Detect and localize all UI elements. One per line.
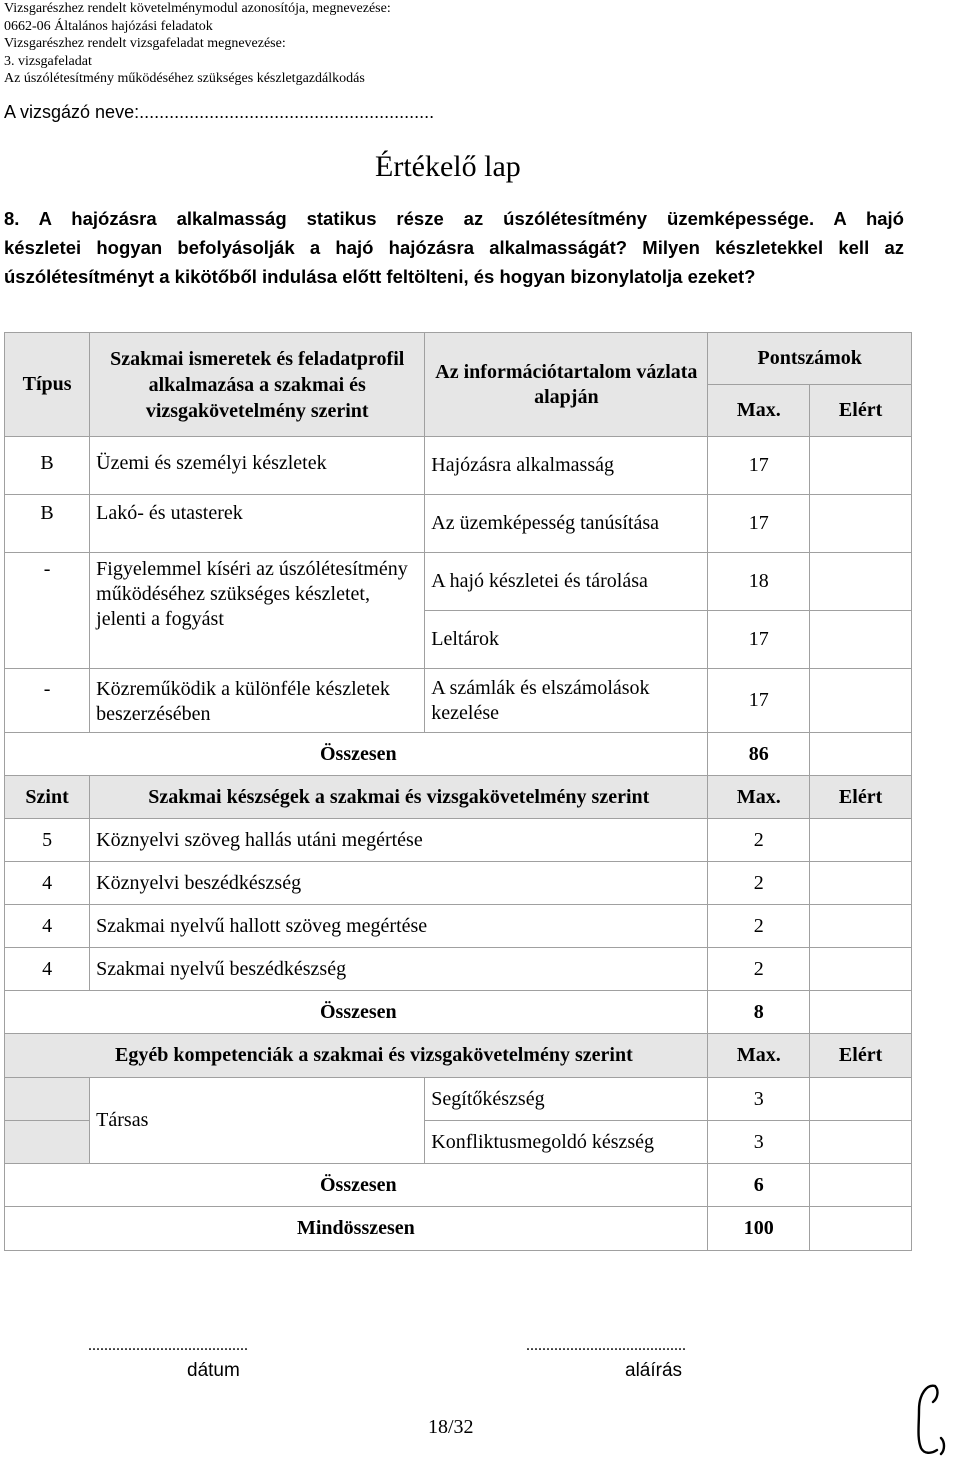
skill-elert[interactable] xyxy=(810,819,912,862)
examinee-name-line: A vizsgázó neve:........................................................... xyxy=(4,102,435,122)
skill-name: Köznyelvi szöveg hallás utáni megértése xyxy=(90,819,708,862)
col-header-elert: Elért xyxy=(810,776,912,819)
signature-label: aláírás xyxy=(625,1360,683,1381)
skill-level: 5 xyxy=(5,819,90,862)
skill-max: 2 xyxy=(708,948,810,991)
row-info: Az üzemképesség tanúsítása xyxy=(425,495,708,553)
grand-total-label: Mindösszesen xyxy=(5,1207,708,1251)
document-header xyxy=(4,0,391,88)
competency-group: Társas xyxy=(90,1078,425,1164)
row-info: A számlák és elszámolások kezelése xyxy=(425,669,708,733)
signature-line: ........................................ xyxy=(526,1337,686,1354)
skill-max: 2 xyxy=(708,905,810,948)
row-description: Lakó- és utasterek xyxy=(90,495,425,553)
exam-question xyxy=(4,204,904,291)
subtotal-label: Összesen xyxy=(5,733,708,776)
skill-max: 2 xyxy=(708,819,810,862)
date-line: ........................................ xyxy=(88,1337,248,1354)
competency-max: 3 xyxy=(708,1121,810,1164)
question-line: készletei hogyan befolyásolják a hajó hajózásra alkalmasságát? Milyen készletekkel kell az xyxy=(4,237,904,258)
col-header-szint: Szint xyxy=(5,776,90,819)
subtotal-label: Összesen xyxy=(5,991,708,1034)
header-line: 0662-06 Általános hajózási feladatok xyxy=(4,18,213,34)
col-header-other-competencies: Egyéb kompetenciák a szakmai és vizsgakövetelmény szerint xyxy=(5,1034,708,1078)
row-max: 17 xyxy=(708,495,810,553)
row-elert[interactable] xyxy=(810,437,912,495)
competency-max: 3 xyxy=(708,1078,810,1121)
question-line: úszólétesítményt a kikötőből indulása előtt feltölteni, és hogyan bizonylatolja ezeket? xyxy=(4,266,756,287)
date-label: dátum xyxy=(187,1360,240,1381)
row-description: Közreműködik a különféle készletek beszerzésében xyxy=(90,669,425,733)
skill-name: Szakmai nyelvű beszédkészség xyxy=(90,948,708,991)
row-info: Leltárok xyxy=(425,611,708,669)
row-max: 17 xyxy=(708,437,810,495)
col-header-max: Max. xyxy=(708,385,810,437)
row-description: Üzemi és személyi készletek xyxy=(90,437,425,495)
competency-elert[interactable] xyxy=(810,1078,912,1121)
skill-level: 4 xyxy=(5,905,90,948)
header-line: 3. vizsgafeladat xyxy=(4,53,92,69)
competency-name: Konfliktusmegoldó készség xyxy=(425,1121,708,1164)
competency-elert[interactable] xyxy=(810,1121,912,1164)
skill-elert[interactable] xyxy=(810,862,912,905)
row-tipus: - xyxy=(5,553,90,669)
row-elert[interactable] xyxy=(810,495,912,553)
row-elert[interactable] xyxy=(810,669,912,733)
skill-name: Szakmai nyelvű hallott szöveg megértése xyxy=(90,905,708,948)
row-tipus: - xyxy=(5,669,90,733)
row-info: Hajózásra alkalmasság xyxy=(425,437,708,495)
subtotal-max: 8 xyxy=(708,991,810,1034)
col-header-pontszamok: Pontszámok xyxy=(708,333,912,385)
subtotal-elert[interactable] xyxy=(810,733,912,776)
row-description: Figyelemmel kíséri az úszólétesítmény működéséhez szükséges készletet, jelenti a fogyást xyxy=(90,553,425,669)
row-tipus: B xyxy=(5,437,90,495)
row-max: 17 xyxy=(708,669,810,733)
subtotal-elert[interactable] xyxy=(810,991,912,1034)
col-header-max: Max. xyxy=(708,1034,810,1078)
subtotal-label: Összesen xyxy=(5,1164,708,1207)
skill-level: 4 xyxy=(5,862,90,905)
subtotal-max: 6 xyxy=(708,1164,810,1207)
skill-elert[interactable] xyxy=(810,948,912,991)
row-elert[interactable] xyxy=(810,553,912,611)
page-title: Értékelő lap xyxy=(375,150,521,183)
handwritten-initial-mark xyxy=(905,1380,953,1458)
evaluation-table xyxy=(4,332,912,1251)
col-header-szakmai: Szakmai ismeretek és feladatprofil alkalmazása a szakmai és vizsgakövetelmény szerint xyxy=(90,333,425,437)
blank-cell xyxy=(5,1078,90,1121)
skill-elert[interactable] xyxy=(810,905,912,948)
col-header-tipus: Típus xyxy=(5,333,90,437)
subtotal-max: 86 xyxy=(708,733,810,776)
skill-max: 2 xyxy=(708,862,810,905)
competency-name: Segítőkészség xyxy=(425,1078,708,1121)
col-header-max: Max. xyxy=(708,776,810,819)
col-header-info: Az információtartalom vázlata alapján xyxy=(425,333,708,437)
subtotal-elert[interactable] xyxy=(810,1164,912,1207)
page-number: 18/32 xyxy=(428,1416,474,1438)
question-line: 8. A hajózásra alkalmasság statikus része az úszólétesítmény üzemképessége. A hajó xyxy=(4,208,904,229)
header-line: Vizsgarészhez rendelt követelménymodul azonosítója, megnevezése: xyxy=(4,1,391,16)
col-header-skills: Szakmai készségek a szakmai és vizsgakövetelmény szerint xyxy=(90,776,708,819)
header-line: Az úszólétesítmény működéséhez szükséges készletgazdálkodás xyxy=(4,71,365,86)
skill-name: Köznyelvi beszédkészség xyxy=(90,862,708,905)
col-header-elert: Elért xyxy=(810,1034,912,1078)
grand-total-elert[interactable] xyxy=(810,1207,912,1251)
row-elert[interactable] xyxy=(810,611,912,669)
header-line: Vizsgarészhez rendelt vizsgafeladat megnevezése: xyxy=(4,36,286,51)
row-max: 17 xyxy=(708,611,810,669)
grand-total-max: 100 xyxy=(708,1207,810,1251)
blank-cell xyxy=(5,1121,90,1164)
row-info: A hajó készletei és tárolása xyxy=(425,553,708,611)
col-header-elert: Elért xyxy=(810,385,912,437)
row-max: 18 xyxy=(708,553,810,611)
skill-level: 4 xyxy=(5,948,90,991)
row-tipus: B xyxy=(5,495,90,553)
